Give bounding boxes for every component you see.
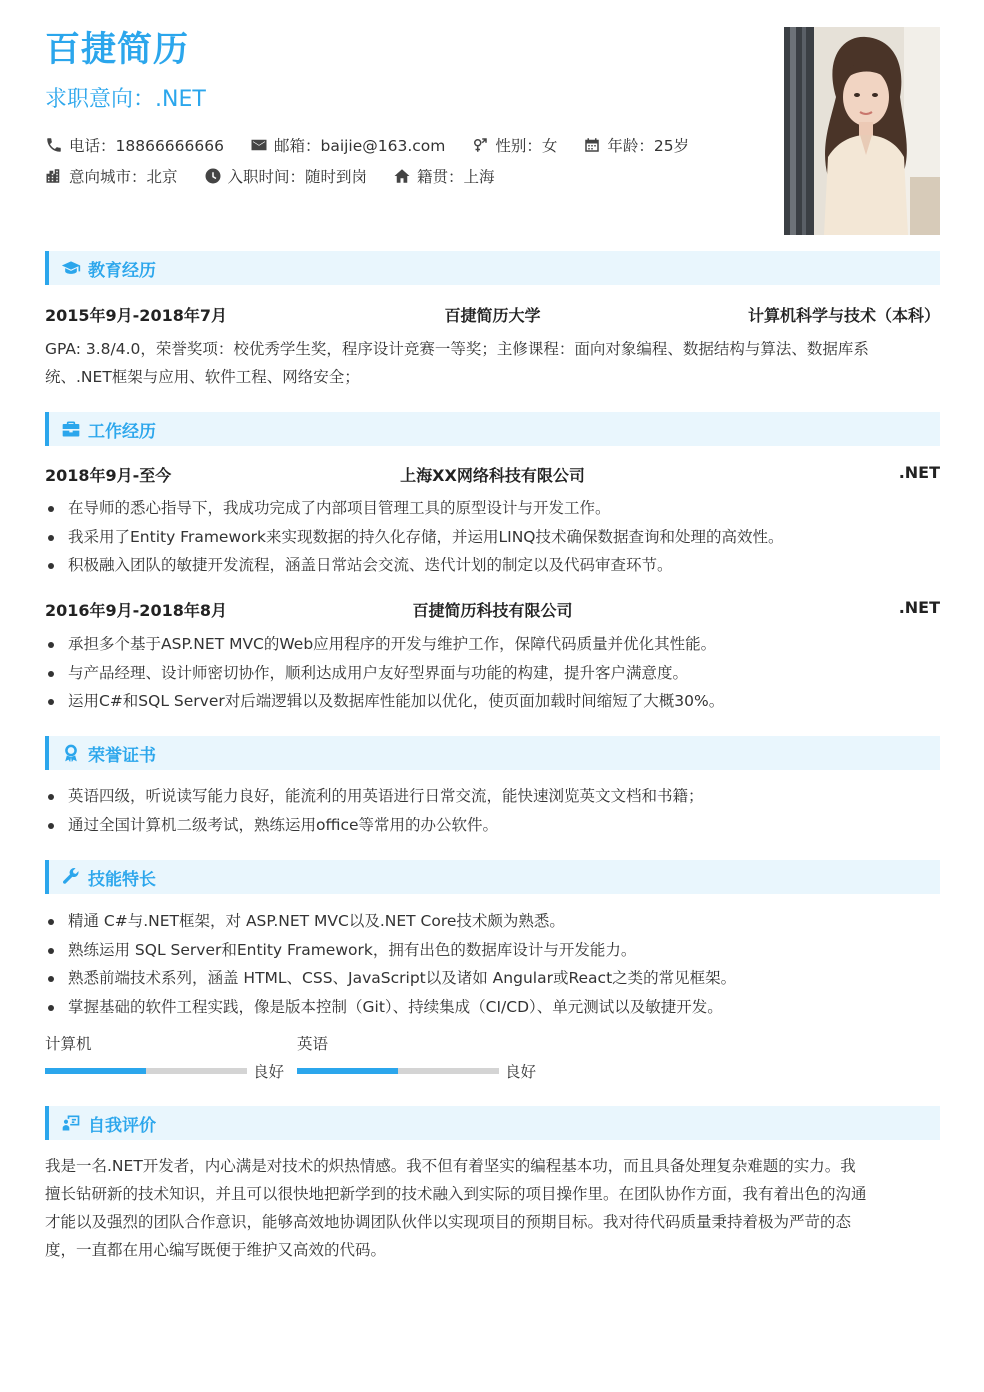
envelope-icon (250, 136, 268, 154)
list-item: 精通 C#与.NET框架，对 ASP.NET MVC以及.NET Core技术颇为熟悉。 (45, 907, 940, 936)
education-description (45, 335, 940, 391)
list-item: 在导师的悉心指导下，我成功完成了内部项目管理工具的原型设计与开发工作。 (45, 494, 940, 523)
job-company: 上海XX网络科技有限公司 (400, 466, 585, 485)
self-evaluation-text (45, 1152, 940, 1264)
education-desc-line: 统、.NET框架与应用、软件工程、网络安全； (45, 368, 360, 386)
skill-level-label: 良好 (253, 1063, 285, 1081)
skill-level-fill (297, 1068, 398, 1074)
gender-icon (471, 136, 489, 154)
city-icon (45, 167, 63, 185)
list-item: 掌握基础的软件工程实践，像是版本控制（Git）、持续集成（CI/CD）、单元测试以及敏捷开发。 (45, 993, 940, 1022)
job-row (45, 598, 940, 622)
city-info (45, 165, 178, 187)
presentation-icon (61, 1113, 81, 1133)
section-work-header (45, 412, 940, 446)
gender-text: 性别：女 (495, 137, 558, 155)
city-text: 意向城市：北京 (69, 168, 178, 186)
honors-bullets (45, 782, 940, 839)
hometown-text: 籍贯：上海 (417, 168, 495, 186)
briefcase-icon (61, 419, 81, 439)
list-item: 运用C#和SQL Server对后端逻辑以及数据库性能加以优化，使页面加载时间缩短了大概30%。 (45, 687, 940, 716)
skill-level-bar (45, 1068, 247, 1074)
section-self-title: 自我评价 (88, 1115, 156, 1136)
job-role: .NET (898, 598, 940, 617)
list-item: 通过全国计算机二级考试，熟练运用office等常用的办公软件。 (45, 811, 940, 840)
section-self-header (45, 1106, 940, 1140)
skill-level-fill (45, 1068, 146, 1074)
education-desc-line: GPA: 3.8/4.0，荣誉奖项：校优秀学生奖，程序设计竞赛一等奖；主修课程：面向对象编程、数据结构与算法、数据库系 (45, 340, 869, 358)
list-item: 熟悉前端技术系列，涵盖 HTML、CSS、JavaScript以及诸如 Angular或React之类的常见框架。 (45, 964, 940, 993)
hometown-info (393, 165, 495, 187)
home-icon (393, 167, 411, 185)
skill-level-english (297, 1060, 536, 1082)
gender-info (471, 134, 557, 156)
self-evaluation-line: 擅长钻研新的技术知识，并且可以很快地把新学到的技术融入到实际的项目操作里。在团队协作方面，我有着出色的沟通 (45, 1185, 867, 1203)
job-date: 2016年9月-2018年8月 (45, 601, 227, 620)
resume-name: 百捷简历 (45, 30, 190, 70)
education-date: 2015年9月-2018年7月 (45, 306, 227, 325)
section-education-title: 教育经历 (88, 260, 156, 281)
job-bullets (45, 630, 940, 716)
entry-info (204, 165, 368, 187)
self-evaluation-line: 我是一名.NET开发者，内心满是对技术的炽热情感。我不但有着坚实的编程基本功，而且具备处理复杂难题的实力。我 (45, 1157, 856, 1175)
graduation-cap-icon (61, 258, 81, 278)
wrench-icon (61, 867, 81, 887)
award-icon (61, 743, 81, 763)
job-date: 2018年9月-至今 (45, 466, 172, 485)
list-item: 承担多个基于ASP.NET MVC的Web应用程序的开发与维护工作，保障代码质量并优化其性能。 (45, 630, 940, 659)
skill-level-name: 计算机 (45, 1035, 92, 1053)
age-text: 年龄：25岁 (607, 137, 690, 155)
list-item: 我采用了Entity Framework来实现数据的持久化存储，并运用LINQ技术确保数据查询和处理的高效性。 (45, 523, 940, 552)
clock-icon (204, 167, 222, 185)
self-evaluation-line: 才能以及强烈的团队合作意识，能够高效地协调团队伙伴以实现项目的预期目标。我对待代码质量秉持着极为严苛的态 (45, 1213, 852, 1231)
phone-info (45, 134, 224, 156)
job-intent: 求职意向：.NET (45, 87, 206, 112)
skill-level-label: 良好 (505, 1063, 537, 1081)
calendar-icon (583, 136, 601, 154)
job-row (45, 463, 940, 487)
self-evaluation-line: 度，一直都在用心编写既便于维护又高效的代码。 (45, 1241, 387, 1259)
profile-photo (784, 27, 940, 235)
skill-level-bar (297, 1068, 499, 1074)
section-skills-title: 技能特长 (88, 869, 156, 890)
section-work-title: 工作经历 (88, 421, 156, 442)
job-role: .NET (898, 463, 940, 482)
list-item: 熟练运用 SQL Server和Entity Framework，拥有出色的数据库设计与开发能力。 (45, 936, 940, 965)
skill-level-name: 英语 (297, 1035, 329, 1053)
phone-icon (45, 136, 63, 154)
section-education-header (45, 251, 940, 285)
job-company: 百捷简历科技有限公司 (412, 601, 573, 620)
skill-level-computer (45, 1060, 284, 1082)
education-major: 计算机科学与技术（本科） (747, 306, 940, 325)
contact-row-1 (45, 134, 715, 156)
job-bullets (45, 494, 940, 580)
list-item: 积极融入团队的敏捷开发流程，涵盖日常站会交流、迭代计划的制定以及代码审查环节。 (45, 551, 940, 580)
education-school: 百捷简历大学 (444, 306, 541, 325)
list-item: 英语四级，听说读写能力良好，能流利的用英语进行日常交流，能快速浏览英文文档和书籍； (45, 782, 940, 811)
age-info (583, 134, 689, 156)
education-row (45, 303, 940, 327)
email-text: 邮箱：baijie@163.com (273, 137, 446, 155)
entry-text: 入职时间：随时到岗 (227, 168, 368, 186)
contact-row-2 (45, 165, 521, 187)
section-honors-title: 荣誉证书 (88, 745, 156, 766)
email-info (250, 134, 445, 156)
phone-text: 电话：18866666666 (69, 137, 224, 155)
section-honors-header (45, 736, 940, 770)
skills-bullets (45, 907, 940, 1021)
list-item: 与产品经理、设计师密切协作，顺利达成用户友好型界面与功能的构建，提升客户满意度。 (45, 659, 940, 688)
section-skills-header (45, 860, 940, 894)
